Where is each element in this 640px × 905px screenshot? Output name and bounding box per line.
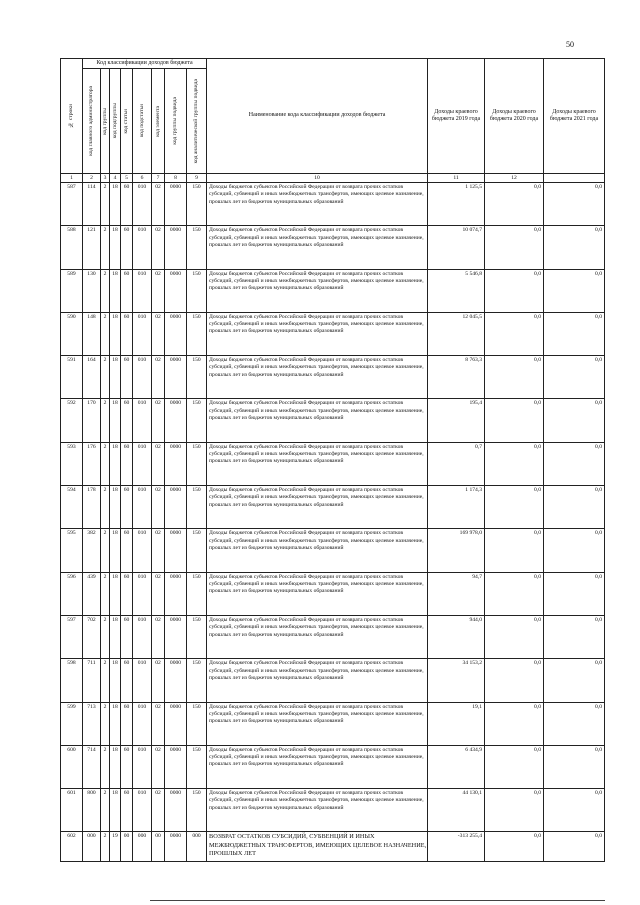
element-code: 02 (152, 399, 165, 442)
income-name: Доходы бюджетов субъектов Российской Федерации от возврата прочих остатков субсидий, субвенций и иных межбюджетных трансфертов, имеющих целевое назначение, прошлых лет из бюджетов муниципальных образований (207, 615, 428, 658)
table-row (61, 789, 605, 832)
income-2019: 10 074,7 (428, 226, 485, 269)
table-row (61, 615, 605, 658)
row-number: 588 (61, 226, 83, 269)
income-2020: 0,0 (485, 659, 544, 702)
row-number: 599 (61, 702, 83, 745)
analytic-group-code: 150 (187, 745, 207, 788)
header-row-number: № строки (61, 59, 83, 174)
table-body (61, 174, 605, 862)
income-2021: 0,0 (544, 702, 605, 745)
analytic-group-code: 150 (187, 399, 207, 442)
element-code: 02 (152, 572, 165, 615)
column-number: 2 (83, 174, 101, 183)
income-2019: 1 125,5 (428, 183, 485, 226)
group-code: 2 (101, 442, 110, 485)
column-number: 3 (101, 174, 110, 183)
table-row (61, 356, 605, 399)
row-number: 601 (61, 789, 83, 832)
column-number: 10 (207, 174, 428, 183)
article-code: 60 (121, 529, 133, 572)
admin-code: 148 (83, 312, 101, 355)
group-code: 2 (101, 356, 110, 399)
subarticle-code: 010 (133, 745, 152, 788)
column-number: 7 (152, 174, 165, 183)
income-2021: 0,0 (544, 529, 605, 572)
subgroup-code: 18 (110, 572, 121, 615)
element-code: 02 (152, 529, 165, 572)
article-code: 60 (121, 356, 133, 399)
income-2020: 0,0 (485, 399, 544, 442)
income-name: Доходы бюджетов субъектов Российской Федерации от возврата прочих остатков субсидий, субвенций и иных межбюджетных трансфертов, имеющих целевое назначение, прошлых лет из бюджетов муниципальных образований (207, 269, 428, 312)
subarticle-code: 010 (133, 399, 152, 442)
element-code: 02 (152, 702, 165, 745)
subgroup-code: 18 (110, 442, 121, 485)
row-number: 602 (61, 832, 83, 862)
admin-code: 439 (83, 572, 101, 615)
row-number: 589 (61, 269, 83, 312)
analytic-group-code: 000 (187, 832, 207, 862)
row-number: 587 (61, 183, 83, 226)
income-2020: 0,0 (485, 615, 544, 658)
analytic-group-code: 150 (187, 659, 207, 702)
subtype-group-code: 0000 (165, 486, 187, 529)
income-name: Доходы бюджетов субъектов Российской Федерации от возврата прочих остатков субсидий, субвенций и иных межбюджетных трансфертов, имеющих целевое назначение, прошлых лет из бюджетов муниципальных образований (207, 183, 428, 226)
subgroup-code: 18 (110, 615, 121, 658)
admin-code: 114 (83, 183, 101, 226)
subarticle-code: 010 (133, 226, 152, 269)
table-row (61, 486, 605, 529)
income-name: Доходы бюджетов субъектов Российской Федерации от возврата прочих остатков субсидий, субвенций и иных межбюджетных трансфертов, имеющих целевое назначение, прошлых лет из бюджетов муниципальных образований (207, 702, 428, 745)
income-2020: 0,0 (485, 702, 544, 745)
subarticle-code: 010 (133, 702, 152, 745)
column-number: 11 (428, 174, 485, 183)
table-row (61, 269, 605, 312)
income-name: Доходы бюджетов субъектов Российской Федерации от возврата прочих остатков субсидий, субвенций и иных межбюджетных трансфертов, имеющих целевое назначение, прошлых лет из бюджетов муниципальных образований (207, 399, 428, 442)
income-name: Доходы бюджетов субъектов Российской Федерации от возврата прочих остатков субсидий, субвенций и иных межбюджетных трансфертов, имеющих целевое назначение, прошлых лет из бюджетов муниципальных образований (207, 226, 428, 269)
header-code-article: код статьи (121, 69, 133, 174)
income-2019: 8 763,3 (428, 356, 485, 399)
column-number: 9 (187, 174, 207, 183)
table-row (61, 832, 605, 862)
column-number-row (61, 174, 605, 183)
income-2019: 44 130,1 (428, 789, 485, 832)
article-code: 60 (121, 615, 133, 658)
group-code: 2 (101, 615, 110, 658)
income-2019: 195,4 (428, 399, 485, 442)
subtype-group-code: 0000 (165, 183, 187, 226)
admin-code: 130 (83, 269, 101, 312)
admin-code: 121 (83, 226, 101, 269)
subtype-group-code: 0000 (165, 745, 187, 788)
subarticle-code: 010 (133, 572, 152, 615)
subarticle-code: 010 (133, 789, 152, 832)
subarticle-code: 010 (133, 615, 152, 658)
analytic-group-code: 150 (187, 356, 207, 399)
subgroup-code: 18 (110, 356, 121, 399)
income-2019: 34 153,2 (428, 659, 485, 702)
income-2019: 169 978,0 (428, 529, 485, 572)
subtype-group-code: 0000 (165, 572, 187, 615)
group-code: 2 (101, 269, 110, 312)
income-2020: 0,0 (485, 529, 544, 572)
group-code: 2 (101, 486, 110, 529)
income-2021: 0,0 (544, 269, 605, 312)
subgroup-code: 18 (110, 789, 121, 832)
article-code: 60 (121, 745, 133, 788)
table-row (61, 659, 605, 702)
table-row (61, 572, 605, 615)
subtype-group-code: 0000 (165, 615, 187, 658)
group-code: 2 (101, 312, 110, 355)
subtype-group-code: 0000 (165, 312, 187, 355)
analytic-group-code: 150 (187, 702, 207, 745)
header-code-subgroup: код подгруппы (110, 69, 121, 174)
subgroup-code: 19 (110, 832, 121, 862)
element-code: 02 (152, 745, 165, 788)
header-2020: Доходы краевого бюджета 2020 года (485, 59, 544, 174)
subgroup-code: 18 (110, 226, 121, 269)
income-name: Доходы бюджетов субъектов Российской Федерации от возврата прочих остатков субсидий, субвенций и иных межбюджетных трансфертов, имеющих целевое назначение, прошлых лет из бюджетов муниципальных образований (207, 659, 428, 702)
income-2021: 0,0 (544, 399, 605, 442)
row-number: 591 (61, 356, 83, 399)
article-code: 60 (121, 789, 133, 832)
income-2021: 0,0 (544, 789, 605, 832)
income-2019: 19,1 (428, 702, 485, 745)
table-row (61, 529, 605, 572)
subarticle-code: 010 (133, 442, 152, 485)
row-number: 593 (61, 442, 83, 485)
subtype-group-code: 0000 (165, 269, 187, 312)
subarticle-code: 010 (133, 356, 152, 399)
income-2020: 0,0 (485, 269, 544, 312)
page-bottom-line (150, 900, 605, 901)
subarticle-code: 010 (133, 486, 152, 529)
header-code-subarticle: код подстатьи (133, 69, 152, 174)
admin-code: 713 (83, 702, 101, 745)
subgroup-code: 18 (110, 183, 121, 226)
subgroup-code: 18 (110, 529, 121, 572)
group-code: 2 (101, 702, 110, 745)
income-2020: 0,0 (485, 745, 544, 788)
row-number: 592 (61, 399, 83, 442)
group-code: 2 (101, 832, 110, 862)
admin-code: 170 (83, 399, 101, 442)
table-row (61, 442, 605, 485)
analytic-group-code: 150 (187, 789, 207, 832)
element-code: 02 (152, 486, 165, 529)
group-code: 2 (101, 745, 110, 788)
subarticle-code: 010 (133, 529, 152, 572)
article-code: 60 (121, 702, 133, 745)
row-number: 597 (61, 615, 83, 658)
subtype-group-code: 0000 (165, 659, 187, 702)
subgroup-code: 18 (110, 312, 121, 355)
header-group-row (61, 59, 605, 69)
admin-code: 714 (83, 745, 101, 788)
subgroup-code: 18 (110, 399, 121, 442)
income-2020: 0,0 (485, 832, 544, 862)
article-code: 60 (121, 442, 133, 485)
article-code: 60 (121, 572, 133, 615)
subtype-group-code: 0000 (165, 356, 187, 399)
analytic-group-code: 150 (187, 226, 207, 269)
income-2021: 0,0 (544, 486, 605, 529)
table-row (61, 226, 605, 269)
income-2019: 1 174,3 (428, 486, 485, 529)
analytic-group-code: 150 (187, 269, 207, 312)
admin-code: 178 (83, 486, 101, 529)
income-2019: -313 255,4 (428, 832, 485, 862)
income-2020: 0,0 (485, 356, 544, 399)
subarticle-code: 010 (133, 312, 152, 355)
admin-code: 800 (83, 789, 101, 832)
income-name: ВОЗВРАТ ОСТАТКОВ СУБСИДИЙ, СУБВЕНЦИЙ И ИНЫХ МЕЖБЮДЖЕТНЫХ ТРАНСФЕРТОВ, ИМЕЮЩИХ ЦЕЛЕВОЕ НАЗНАЧЕНИЕ, ПРОШЛЫХ ЛЕТ (207, 832, 428, 862)
income-name: Доходы бюджетов субъектов Российской Федерации от возврата прочих остатков субсидий, субвенций и иных межбюджетных трансфертов, имеющих целевое назначение, прошлых лет из бюджетов муниципальных образований (207, 312, 428, 355)
row-number: 596 (61, 572, 83, 615)
income-name: Доходы бюджетов субъектов Российской Федерации от возврата прочих остатков субсидий, субвенций и иных межбюджетных трансфертов, имеющих целевое назначение, прошлых лет из бюджетов муниципальных образований (207, 442, 428, 485)
analytic-group-code: 150 (187, 572, 207, 615)
table-row (61, 183, 605, 226)
header-code-group: Код классификации доходов бюджета (83, 59, 207, 69)
row-number: 590 (61, 312, 83, 355)
income-2019: 0,7 (428, 442, 485, 485)
income-name: Доходы бюджетов субъектов Российской Федерации от возврата прочих остатков субсидий, субвенций и иных межбюджетных трансфертов, имеющих целевое назначение, прошлых лет из бюджетов муниципальных образований (207, 789, 428, 832)
income-name: Доходы бюджетов субъектов Российской Федерации от возврата прочих остатков субсидий, субвенций и иных межбюджетных трансфертов, имеющих целевое назначение, прошлых лет из бюджетов муниципальных образований (207, 572, 428, 615)
group-code: 2 (101, 572, 110, 615)
group-code: 2 (101, 529, 110, 572)
income-2021: 0,0 (544, 312, 605, 355)
header-code-analytic-group: код аналитической группы подвида (187, 69, 207, 174)
row-number: 594 (61, 486, 83, 529)
income-2021: 0,0 (544, 832, 605, 862)
income-2020: 0,0 (485, 486, 544, 529)
income-2019: 5 546,8 (428, 269, 485, 312)
group-code: 2 (101, 183, 110, 226)
group-code: 2 (101, 399, 110, 442)
subgroup-code: 18 (110, 269, 121, 312)
element-code: 02 (152, 269, 165, 312)
element-code: 02 (152, 442, 165, 485)
income-2021: 0,0 (544, 442, 605, 485)
subgroup-code: 18 (110, 745, 121, 788)
analytic-group-code: 150 (187, 486, 207, 529)
header-2021: Доходы краевого бюджета 2021 года (544, 59, 605, 174)
income-2019: 6 434,9 (428, 745, 485, 788)
subtype-group-code: 0000 (165, 226, 187, 269)
income-2021: 0,0 (544, 183, 605, 226)
subarticle-code: 010 (133, 183, 152, 226)
column-number: 6 (133, 174, 152, 183)
header-code-subtype-group: код группы подвида (165, 69, 187, 174)
column-number (544, 174, 605, 183)
analytic-group-code: 150 (187, 442, 207, 485)
group-code: 2 (101, 226, 110, 269)
article-code: 60 (121, 183, 133, 226)
subtype-group-code: 0000 (165, 702, 187, 745)
admin-code: 711 (83, 659, 101, 702)
income-2021: 0,0 (544, 356, 605, 399)
header-code-admin: код главного администратора (83, 69, 101, 174)
row-number: 598 (61, 659, 83, 702)
row-number: 595 (61, 529, 83, 572)
income-2021: 0,0 (544, 226, 605, 269)
analytic-group-code: 150 (187, 529, 207, 572)
income-2020: 0,0 (485, 442, 544, 485)
admin-code: 702 (83, 615, 101, 658)
subtype-group-code: 0000 (165, 832, 187, 862)
article-code: 60 (121, 269, 133, 312)
income-2021: 0,0 (544, 615, 605, 658)
income-2020: 0,0 (485, 226, 544, 269)
analytic-group-code: 150 (187, 615, 207, 658)
article-code: 60 (121, 312, 133, 355)
column-number: 4 (110, 174, 121, 183)
subgroup-code: 18 (110, 702, 121, 745)
element-code: 00 (152, 832, 165, 862)
income-2021: 0,0 (544, 659, 605, 702)
element-code: 02 (152, 615, 165, 658)
header-2019: Доходы краевого бюджета 2019 года (428, 59, 485, 174)
page-number: 50 (566, 40, 574, 49)
subtype-group-code: 0000 (165, 789, 187, 832)
subgroup-code: 18 (110, 486, 121, 529)
subarticle-code: 010 (133, 269, 152, 312)
header-code-element: код элемента (152, 69, 165, 174)
table-row (61, 312, 605, 355)
admin-code: 176 (83, 442, 101, 485)
income-name: Доходы бюджетов субъектов Российской Федерации от возврата прочих остатков субсидий, субвенций и иных межбюджетных трансфертов, имеющих целевое назначение, прошлых лет из бюджетов муниципальных образований (207, 486, 428, 529)
admin-code: 000 (83, 832, 101, 862)
admin-code: 164 (83, 356, 101, 399)
subtype-group-code: 0000 (165, 399, 187, 442)
article-code: 60 (121, 659, 133, 702)
element-code: 02 (152, 183, 165, 226)
element-code: 02 (152, 789, 165, 832)
table-row (61, 702, 605, 745)
group-code: 2 (101, 789, 110, 832)
table-row (61, 399, 605, 442)
income-name: Доходы бюджетов субъектов Российской Федерации от возврата прочих остатков субсидий, субвенций и иных межбюджетных трансфертов, имеющих целевое назначение, прошлых лет из бюджетов муниципальных образований (207, 745, 428, 788)
subtype-group-code: 0000 (165, 529, 187, 572)
income-2021: 0,0 (544, 745, 605, 788)
budget-income-table (60, 58, 605, 862)
admin-code: 382 (83, 529, 101, 572)
article-code: 60 (121, 399, 133, 442)
income-2020: 0,0 (485, 789, 544, 832)
article-code: 00 (121, 832, 133, 862)
analytic-group-code: 150 (187, 183, 207, 226)
income-name: Доходы бюджетов субъектов Российской Федерации от возврата прочих остатков субсидий, субвенций и иных межбюджетных трансфертов, имеющих целевое назначение, прошлых лет из бюджетов муниципальных образований (207, 356, 428, 399)
group-code: 2 (101, 659, 110, 702)
element-code: 02 (152, 226, 165, 269)
income-2020: 0,0 (485, 183, 544, 226)
income-2019: 12 045,5 (428, 312, 485, 355)
column-number: 5 (121, 174, 133, 183)
column-number: 8 (165, 174, 187, 183)
income-name: Доходы бюджетов субъектов Российской Федерации от возврата прочих остатков субсидий, субвенций и иных межбюджетных трансфертов, имеющих целевое назначение, прошлых лет из бюджетов муниципальных образований (207, 529, 428, 572)
income-2020: 0,0 (485, 572, 544, 615)
header-name-column: Наименование кода классификации доходов бюджета (207, 59, 428, 174)
income-2020: 0,0 (485, 312, 544, 355)
income-2021: 0,0 (544, 572, 605, 615)
element-code: 02 (152, 312, 165, 355)
subarticle-code: 000 (133, 832, 152, 862)
subtype-group-code: 0000 (165, 442, 187, 485)
table-row (61, 745, 605, 788)
element-code: 02 (152, 659, 165, 702)
article-code: 60 (121, 226, 133, 269)
income-2019: 944,0 (428, 615, 485, 658)
column-number: 12 (485, 174, 544, 183)
subarticle-code: 010 (133, 659, 152, 702)
element-code: 02 (152, 356, 165, 399)
article-code: 60 (121, 486, 133, 529)
column-number: 1 (61, 174, 83, 183)
subgroup-code: 18 (110, 659, 121, 702)
analytic-group-code: 150 (187, 312, 207, 355)
header-code-group: код группы (101, 69, 110, 174)
row-number: 600 (61, 745, 83, 788)
income-2019: 94,7 (428, 572, 485, 615)
